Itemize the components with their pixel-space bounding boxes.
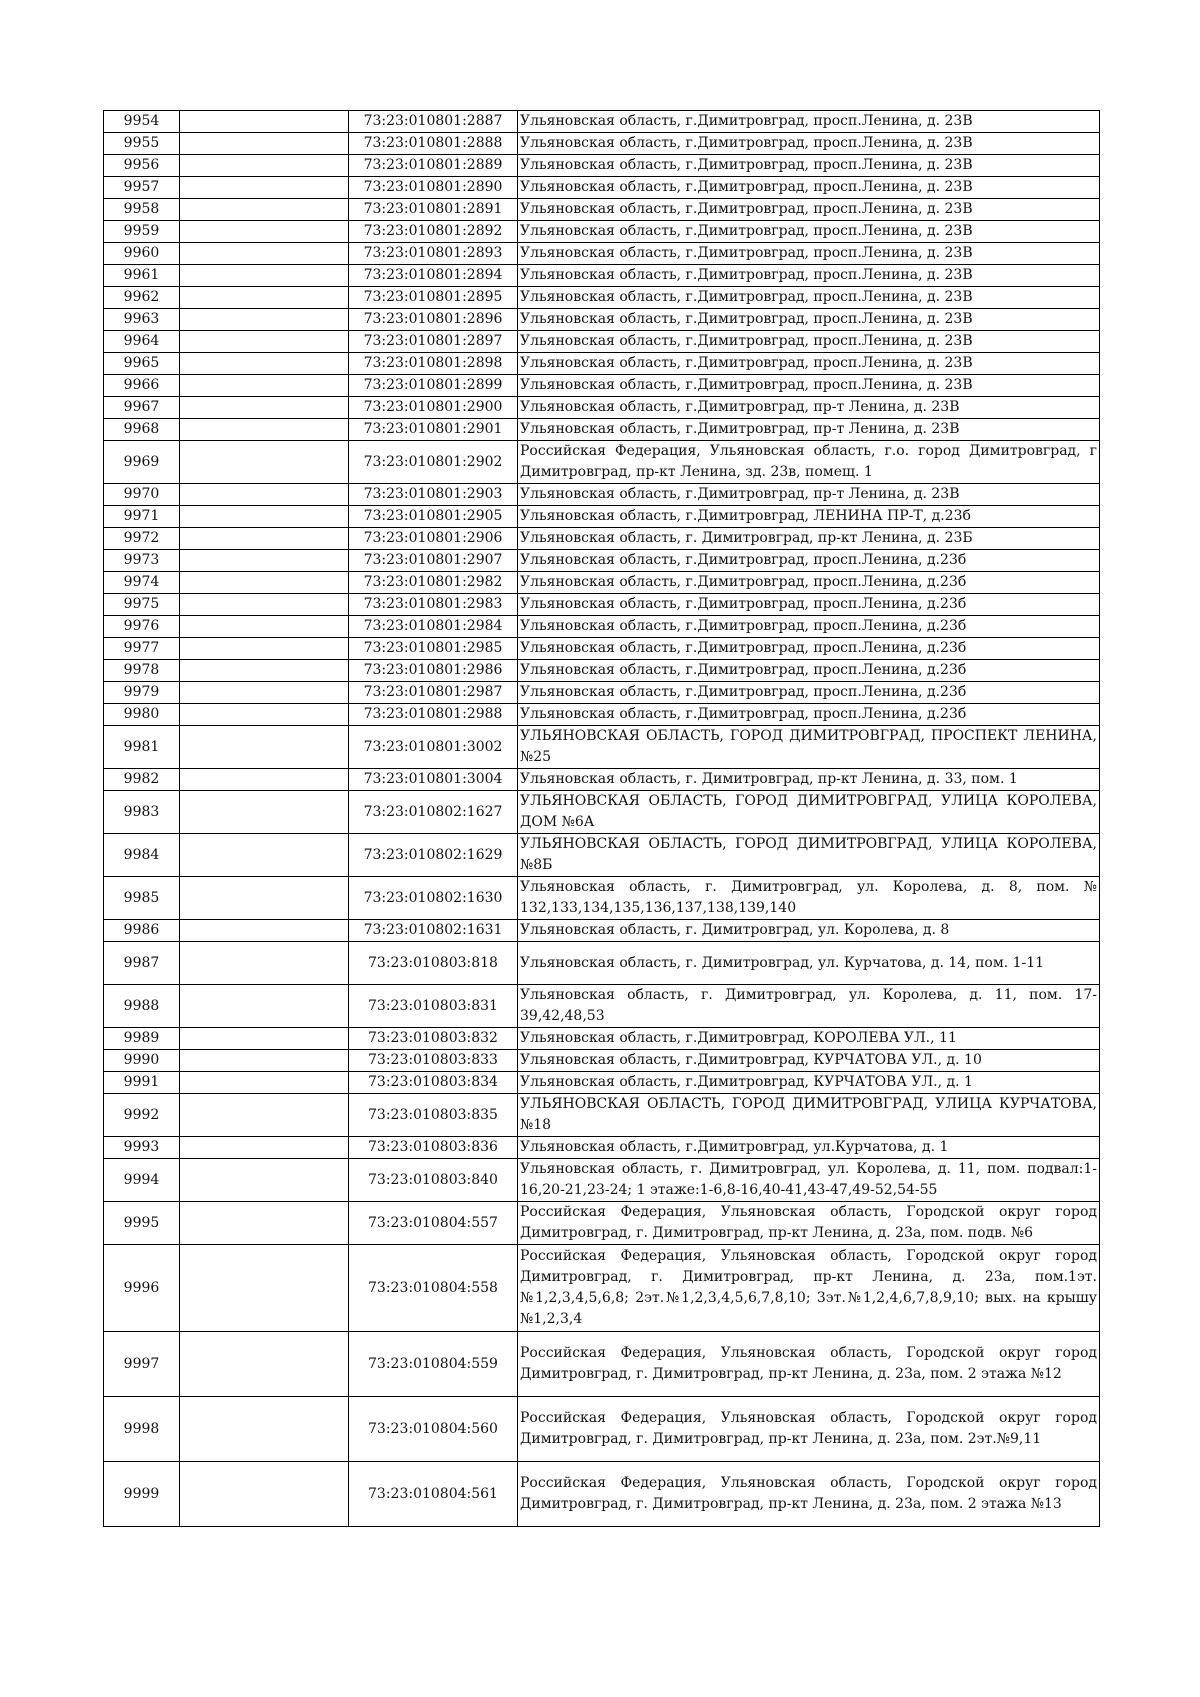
address: Российская Федерация, Ульяновская область, г.о. город Димитровград, г Димитровград, пр-кт Ленина, зд. 23в, помещ. 1 — [518, 441, 1100, 484]
row-number: 9966 — [104, 375, 180, 397]
empty-cell — [180, 419, 349, 441]
table-row — [104, 594, 1100, 616]
registry-table-body — [104, 111, 1100, 1527]
table-row — [104, 397, 1100, 419]
row-number: 9963 — [104, 309, 180, 331]
address: Ульяновская область, г.Димитровград, КОРОЛЕВА УЛ., 11 — [518, 1028, 1100, 1050]
empty-cell — [180, 1245, 349, 1332]
cadastral-number: 73:23:010803:834 — [349, 1072, 518, 1094]
table-row — [104, 942, 1100, 985]
table-row — [104, 353, 1100, 375]
row-number: 9978 — [104, 660, 180, 682]
cadastral-number: 73:23:010801:2987 — [349, 682, 518, 704]
empty-cell — [180, 265, 349, 287]
empty-cell — [180, 834, 349, 877]
address: Ульяновская область, г. Димитровград, ул. Королева, д. 8, пом. № 132,133,134,135,136,137,138,139,140 — [518, 877, 1100, 920]
table-row — [104, 660, 1100, 682]
empty-cell — [180, 726, 349, 769]
address: Ульяновская область, г.Димитровград, просп.Ленина, д. 23В — [518, 287, 1100, 309]
cadastral-number: 73:23:010801:2986 — [349, 660, 518, 682]
empty-cell — [180, 397, 349, 419]
address: Ульяновская область, г.Димитровград, просп.Ленина, д.23б — [518, 704, 1100, 726]
row-number: 9987 — [104, 942, 180, 985]
table-row — [104, 177, 1100, 199]
table-row — [104, 704, 1100, 726]
row-number: 9982 — [104, 769, 180, 791]
table-row — [104, 550, 1100, 572]
row-number: 9977 — [104, 638, 180, 660]
row-number: 9973 — [104, 550, 180, 572]
address: Ульяновская область, г.Димитровград, просп.Ленина, д. 23В — [518, 155, 1100, 177]
row-number: 9991 — [104, 1072, 180, 1094]
row-number: 9997 — [104, 1332, 180, 1397]
row-number: 9971 — [104, 506, 180, 528]
empty-cell — [180, 221, 349, 243]
cadastral-number: 73:23:010802:1630 — [349, 877, 518, 920]
row-number: 9974 — [104, 572, 180, 594]
empty-cell — [180, 550, 349, 572]
cadastral-number: 73:23:010801:2984 — [349, 616, 518, 638]
cadastral-number: 73:23:010804:557 — [349, 1202, 518, 1245]
row-number: 9964 — [104, 331, 180, 353]
cadastral-number: 73:23:010803:840 — [349, 1159, 518, 1202]
table-row — [104, 419, 1100, 441]
address: Ульяновская область, г. Димитровград, ул. Королева, д. 11, пом. подвал:1-16,20-21,23-24; 1 этаже:1-6,8-16,40-41,43-47,49-52,54-55 — [518, 1159, 1100, 1202]
address: Ульяновская область, г.Димитровград, КУРЧАТОВА УЛ., д. 1 — [518, 1072, 1100, 1094]
row-number: 9970 — [104, 484, 180, 506]
cadastral-number: 73:23:010801:3004 — [349, 769, 518, 791]
cadastral-number: 73:23:010804:560 — [349, 1397, 518, 1462]
address: Ульяновская область, г.Димитровград, просп.Ленина, д. 23В — [518, 265, 1100, 287]
table-row — [104, 199, 1100, 221]
address: УЛЬЯНОВСКАЯ ОБЛАСТЬ, ГОРОД ДИМИТРОВГРАД, УЛИЦА КУРЧАТОВА, №18 — [518, 1094, 1100, 1137]
row-number: 9972 — [104, 528, 180, 550]
empty-cell — [180, 155, 349, 177]
row-number: 9962 — [104, 287, 180, 309]
empty-cell — [180, 309, 349, 331]
cadastral-number: 73:23:010801:2891 — [349, 199, 518, 221]
address: Ульяновская область, г.Димитровград, просп.Ленина, д.23б — [518, 682, 1100, 704]
empty-cell — [180, 572, 349, 594]
empty-cell — [180, 287, 349, 309]
table-row — [104, 221, 1100, 243]
registry-table — [103, 110, 1100, 1527]
table-row — [104, 572, 1100, 594]
row-number: 9956 — [104, 155, 180, 177]
row-number: 9980 — [104, 704, 180, 726]
table-row — [104, 1050, 1100, 1072]
address: Ульяновская область, г.Димитровград, просп.Ленина, д. 23В — [518, 133, 1100, 155]
row-number: 9994 — [104, 1159, 180, 1202]
address: Ульяновская область, г.Димитровград, пр-т Ленина, д. 23В — [518, 419, 1100, 441]
cadastral-number: 73:23:010801:2887 — [349, 111, 518, 133]
empty-cell — [180, 1462, 349, 1527]
row-number: 9995 — [104, 1202, 180, 1245]
table-row — [104, 265, 1100, 287]
table-row — [104, 920, 1100, 942]
table-row — [104, 133, 1100, 155]
empty-cell — [180, 769, 349, 791]
cadastral-number: 73:23:010801:2900 — [349, 397, 518, 419]
row-number: 9992 — [104, 1094, 180, 1137]
cadastral-number: 73:23:010801:2893 — [349, 243, 518, 265]
table-row — [104, 528, 1100, 550]
cadastral-number: 73:23:010801:2988 — [349, 704, 518, 726]
address: Ульяновская область, г.Димитровград, просп.Ленина, д. 23В — [518, 353, 1100, 375]
address: Ульяновская область, г.Димитровград, просп.Ленина, д.23б — [518, 660, 1100, 682]
cadastral-number: 73:23:010801:2896 — [349, 309, 518, 331]
row-number: 9968 — [104, 419, 180, 441]
empty-cell — [180, 682, 349, 704]
address: УЛЬЯНОВСКАЯ ОБЛАСТЬ, ГОРОД ДИМИТРОВГРАД, УЛИЦА КОРОЛЕВА, №8Б — [518, 834, 1100, 877]
table-row — [104, 243, 1100, 265]
empty-cell — [180, 243, 349, 265]
address: Ульяновская область, г.Димитровград, просп.Ленина, д.23б — [518, 638, 1100, 660]
row-number: 9990 — [104, 1050, 180, 1072]
address: Ульяновская область, г.Димитровград, просп.Ленина, д.23б — [518, 594, 1100, 616]
empty-cell — [180, 1050, 349, 1072]
empty-cell — [180, 985, 349, 1028]
cadastral-number: 73:23:010803:835 — [349, 1094, 518, 1137]
address: УЛЬЯНОВСКАЯ ОБЛАСТЬ, ГОРОД ДИМИТРОВГРАД, УЛИЦА КОРОЛЕВА, ДОМ №6А — [518, 791, 1100, 834]
cadastral-number: 73:23:010801:2897 — [349, 331, 518, 353]
empty-cell — [180, 331, 349, 353]
cadastral-number: 73:23:010801:2901 — [349, 419, 518, 441]
address: Ульяновская область, г.Димитровград, просп.Ленина, д. 23В — [518, 199, 1100, 221]
empty-cell — [180, 111, 349, 133]
empty-cell — [180, 1137, 349, 1159]
cadastral-number: 73:23:010802:1631 — [349, 920, 518, 942]
address: Ульяновская область, г.Димитровград, КУРЧАТОВА УЛ., д. 10 — [518, 1050, 1100, 1072]
empty-cell — [180, 1094, 349, 1137]
cadastral-number: 73:23:010802:1627 — [349, 791, 518, 834]
table-row — [104, 287, 1100, 309]
row-number: 9960 — [104, 243, 180, 265]
empty-cell — [180, 704, 349, 726]
cadastral-number: 73:23:010801:2906 — [349, 528, 518, 550]
table-row — [104, 1028, 1100, 1050]
row-number: 9996 — [104, 1245, 180, 1332]
address: УЛЬЯНОВСКАЯ ОБЛАСТЬ, ГОРОД ДИМИТРОВГРАД, ПРОСПЕКТ ЛЕНИНА, №25 — [518, 726, 1100, 769]
cadastral-number: 73:23:010804:561 — [349, 1462, 518, 1527]
address: Российская Федерация, Ульяновская область, Городской округ город Димитровград, г. Димитровград, пр-кт Ленина, д. 23а, пом. 2 этажа №12 — [518, 1332, 1100, 1397]
row-number: 9976 — [104, 616, 180, 638]
cadastral-number: 73:23:010801:2898 — [349, 353, 518, 375]
address: Российская Федерация, Ульяновская область, Городской округ город Димитровград, г. Димитровград, пр-кт Ленина, д. 23а, пом. подв. №6 — [518, 1202, 1100, 1245]
row-number: 9984 — [104, 834, 180, 877]
table-row — [104, 985, 1100, 1028]
table-row — [104, 769, 1100, 791]
table-row — [104, 1397, 1100, 1462]
cadastral-number: 73:23:010801:2889 — [349, 155, 518, 177]
empty-cell — [180, 1397, 349, 1462]
address: Ульяновская область, г.Димитровград, ул.Курчатова, д. 1 — [518, 1137, 1100, 1159]
table-row — [104, 1137, 1100, 1159]
address: Ульяновская область, г.Димитровград, просп.Ленина, д. 23В — [518, 111, 1100, 133]
empty-cell — [180, 506, 349, 528]
cadastral-number: 73:23:010801:2982 — [349, 572, 518, 594]
table-row — [104, 1462, 1100, 1527]
row-number: 9957 — [104, 177, 180, 199]
cadastral-number: 73:23:010804:559 — [349, 1332, 518, 1397]
cadastral-number: 73:23:010801:2903 — [349, 484, 518, 506]
row-number: 9958 — [104, 199, 180, 221]
row-number: 9993 — [104, 1137, 180, 1159]
empty-cell — [180, 1332, 349, 1397]
cadastral-number: 73:23:010801:3002 — [349, 726, 518, 769]
cadastral-number: 73:23:010801:2895 — [349, 287, 518, 309]
empty-cell — [180, 1159, 349, 1202]
address: Ульяновская область, г.Димитровград, просп.Ленина, д. 23В — [518, 177, 1100, 199]
table-row — [104, 375, 1100, 397]
address: Российская Федерация, Ульяновская область, Городской округ город Димитровград, г. Димитровград, пр-кт Ленина, д. 23а, пом.1эт.№1,2,3,4,5,6,8; 2эт.№1,2,3,4,5,6,7,8,10; 3эт.№1,2,4,6,7,8,9,10; вых. на крышу №1,2,3,4 — [518, 1245, 1100, 1332]
address: Ульяновская область, г. Димитровград, пр-кт Ленина, д. 33, пом. 1 — [518, 769, 1100, 791]
empty-cell — [180, 1202, 349, 1245]
cadastral-number: 73:23:010803:832 — [349, 1028, 518, 1050]
cadastral-number: 73:23:010801:2902 — [349, 441, 518, 484]
empty-cell — [180, 942, 349, 985]
address: Ульяновская область, г.Димитровград, просп.Ленина, д. 23В — [518, 221, 1100, 243]
address: Ульяновская область, г.Димитровград, просп.Ленина, д. 23В — [518, 331, 1100, 353]
table-row — [104, 111, 1100, 133]
empty-cell — [180, 877, 349, 920]
address: Ульяновская область, г.Димитровград, просп.Ленина, д. 23В — [518, 375, 1100, 397]
empty-cell — [180, 441, 349, 484]
row-number: 9959 — [104, 221, 180, 243]
address: Российская Федерация, Ульяновская область, Городской округ город Димитровград, г. Димитровград, пр-кт Ленина, д. 23а, пом. 2 этажа №13 — [518, 1462, 1100, 1527]
table-row — [104, 1245, 1100, 1332]
table-row — [104, 484, 1100, 506]
empty-cell — [180, 375, 349, 397]
row-number: 9955 — [104, 133, 180, 155]
address: Ульяновская область, г. Димитровград, ул. Королева, д. 11, пом. 17-39,42,48,53 — [518, 985, 1100, 1028]
cadastral-number: 73:23:010801:2890 — [349, 177, 518, 199]
address: Ульяновская область, г.Димитровград, просп.Ленина, д.23б — [518, 616, 1100, 638]
table-row — [104, 1094, 1100, 1137]
cadastral-number: 73:23:010801:2892 — [349, 221, 518, 243]
table-row — [104, 506, 1100, 528]
row-number: 9969 — [104, 441, 180, 484]
row-number: 9988 — [104, 985, 180, 1028]
row-number: 9999 — [104, 1462, 180, 1527]
table-row — [104, 682, 1100, 704]
cadastral-number: 73:23:010801:2905 — [349, 506, 518, 528]
cadastral-number: 73:23:010803:833 — [349, 1050, 518, 1072]
table-row — [104, 638, 1100, 660]
table-row — [104, 834, 1100, 877]
empty-cell — [180, 353, 349, 375]
table-row — [104, 1202, 1100, 1245]
address: Ульяновская область, г. Димитровград, пр-кт Ленина, д. 23Б — [518, 528, 1100, 550]
cadastral-number: 73:23:010801:2907 — [349, 550, 518, 572]
row-number: 9981 — [104, 726, 180, 769]
empty-cell — [180, 133, 349, 155]
table-row — [104, 726, 1100, 769]
cadastral-number: 73:23:010801:2983 — [349, 594, 518, 616]
table-row — [104, 616, 1100, 638]
row-number: 9979 — [104, 682, 180, 704]
row-number: 9961 — [104, 265, 180, 287]
cadastral-number: 73:23:010803:818 — [349, 942, 518, 985]
cadastral-number: 73:23:010802:1629 — [349, 834, 518, 877]
table-row — [104, 1072, 1100, 1094]
row-number: 9998 — [104, 1397, 180, 1462]
cadastral-number: 73:23:010801:2899 — [349, 375, 518, 397]
table-row — [104, 791, 1100, 834]
empty-cell — [180, 528, 349, 550]
table-row — [104, 309, 1100, 331]
address: Ульяновская область, г.Димитровград, просп.Ленина, д.23б — [518, 572, 1100, 594]
address: Ульяновская область, г.Димитровград, просп.Ленина, д.23б — [518, 550, 1100, 572]
cadastral-number: 73:23:010803:831 — [349, 985, 518, 1028]
address: Ульяновская область, г.Димитровград, просп.Ленина, д. 23В — [518, 309, 1100, 331]
table-row — [104, 441, 1100, 484]
address: Ульяновская область, г. Димитровград, ул. Курчатова, д. 14, пом. 1-11 — [518, 942, 1100, 985]
address: Ульяновская область, г. Димитровград, ул. Королева, д. 8 — [518, 920, 1100, 942]
row-number: 9965 — [104, 353, 180, 375]
empty-cell — [180, 638, 349, 660]
address: Ульяновская область, г.Димитровград, просп.Ленина, д. 23В — [518, 243, 1100, 265]
empty-cell — [180, 484, 349, 506]
empty-cell — [180, 199, 349, 221]
empty-cell — [180, 791, 349, 834]
row-number: 9975 — [104, 594, 180, 616]
empty-cell — [180, 177, 349, 199]
row-number: 9989 — [104, 1028, 180, 1050]
cadastral-number: 73:23:010801:2894 — [349, 265, 518, 287]
empty-cell — [180, 594, 349, 616]
table-row — [104, 877, 1100, 920]
address: Российская Федерация, Ульяновская область, Городской округ город Димитровград, г. Димитровград, пр-кт Ленина, д. 23а, пом. 2эт.№9,11 — [518, 1397, 1100, 1462]
row-number: 9983 — [104, 791, 180, 834]
table-row — [104, 1159, 1100, 1202]
empty-cell — [180, 1072, 349, 1094]
address: Ульяновская область, г.Димитровград, ЛЕНИНА ПР-Т, д.23б — [518, 506, 1100, 528]
address: Ульяновская область, г.Димитровград, пр-т Ленина, д. 23В — [518, 397, 1100, 419]
row-number: 9954 — [104, 111, 180, 133]
empty-cell — [180, 616, 349, 638]
row-number: 9967 — [104, 397, 180, 419]
cadastral-number: 73:23:010803:836 — [349, 1137, 518, 1159]
empty-cell — [180, 1028, 349, 1050]
cadastral-number: 73:23:010804:558 — [349, 1245, 518, 1332]
empty-cell — [180, 920, 349, 942]
address: Ульяновская область, г.Димитровград, пр-т Ленина, д. 23В — [518, 484, 1100, 506]
cadastral-number: 73:23:010801:2985 — [349, 638, 518, 660]
row-number: 9986 — [104, 920, 180, 942]
cadastral-number: 73:23:010801:2888 — [349, 133, 518, 155]
table-row — [104, 155, 1100, 177]
table-row — [104, 1332, 1100, 1397]
table-row — [104, 331, 1100, 353]
row-number: 9985 — [104, 877, 180, 920]
empty-cell — [180, 660, 349, 682]
